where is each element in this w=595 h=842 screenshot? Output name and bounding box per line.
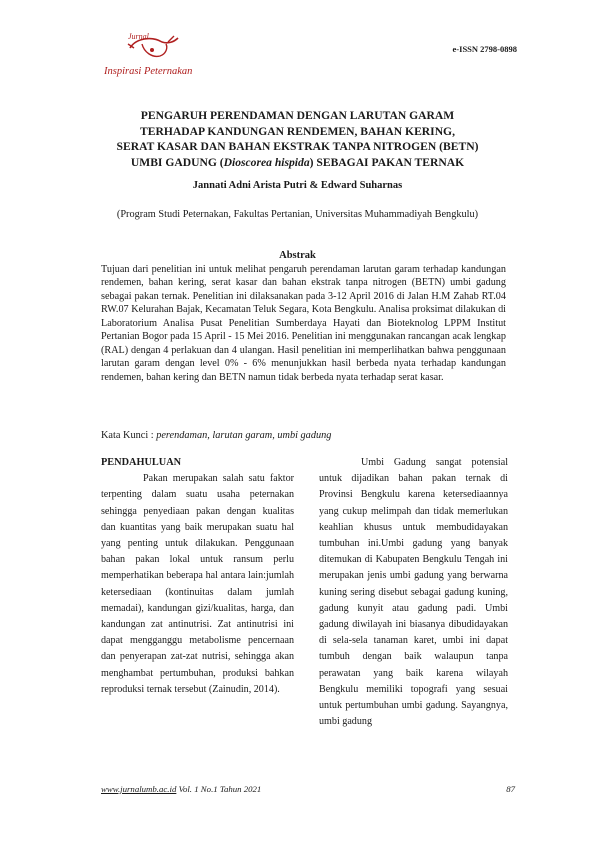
issn-label: e-ISSN 2798-0898 xyxy=(452,44,517,54)
right-column xyxy=(319,455,508,730)
left-column xyxy=(101,455,294,698)
species-name: Dioscorea hispida xyxy=(223,155,310,169)
article-title xyxy=(90,108,505,170)
keywords xyxy=(101,430,506,441)
author-list: Jannati Adni Arista Putri & Edward Suharnas xyxy=(192,180,403,191)
abstract-heading: Abstrak xyxy=(279,250,316,261)
keywords-value: perendaman, larutan garam, umbi gadung xyxy=(156,430,332,441)
paragraph: Umbi Gadung sangat potensial untuk dijadikan bahan pakan ternak di Provinsi Bengkulu karena ketersediaannya yang cukup melimpah dan tidak memerlukan keahlian khusus untuk membudidayakan tumbuhan ini.Umbi gadung yang banyak ditemukan di Kabupaten Bengkulu Tengah ini merupakan jenis umbi gadung yang berwarna kuning sering disebut sebagai gadung kuning, gadung kunyit atau gadung padi. Umbi gadung diwilayah ini biasanya dibudidayakan di sela-sela tanaman karet, umbi ini dapat tumbuh dengan baik walaupun tanpa perawatan yang baik karena wilayah Bengkulu memiliki topografi yang sesuai untuk pertumbuhan umbi gadung. Sayangnya, umbi gadung xyxy=(319,457,508,728)
keywords-label: Kata Kunci : xyxy=(101,430,157,441)
title-line: UMBI GADUNG (Dioscorea hispida) SEBAGAI PAKAN TERNAK xyxy=(130,155,465,169)
logo-subtitle: Jurnal xyxy=(128,32,149,41)
journal-logo xyxy=(104,26,214,86)
footer xyxy=(101,784,261,794)
abstract-text: Tujuan dari penelitian ini untuk melihat pengaruh perendaman larutan garam terhadap kandungan rendemen, bahan kering, serat kasar dan bahan ekstrak tanpa nitrogen (BETN) umbi gadung sebagai pakan ternak. Penelitian ini dilaksanakan pada 3-12 April 2016 di Jalan H.M Zahab RT.04 RW.07 Kelurahan Bajak, Kecamatan Teluk Segara, Kota Bengkulu. Analisa proksimat dilakukan di Laboratorium Analisa Pusat Penelitian Sumberdaya Hayati dan Bioteknolog LPPM Institut Pertanian Bogor pada 15 April - 15 Mei 2016. Penelitian ini menggunakan rancangan acak lengkap (RAL) dengan 4 perlakuan dan 4 ulangan. Hasil penelitian ini memperlihatkan bahwa penggunaan larutan garam dengan level 0% - 6% menunjukkan hasil berbeda nyata terhadap kandungan rendemen, bahan kering dan BETN namun tidak berbeda nyata terhadap serat kasar. xyxy=(101,264,506,383)
volume-info: Vol. 1 No.1 Tahun 2021 xyxy=(178,784,262,794)
journal-link[interactable]: www.jurnalumb.ac.id xyxy=(101,784,177,794)
logo-title: Inspirasi Peternakan xyxy=(104,66,193,77)
affiliation: (Program Studi Peternakan, Fakultas Pertanian, Universitas Muhammadiyah Bengkulu) xyxy=(116,209,479,220)
title-line: PENGARUH PERENDAMAN DENGAN LARUTAN GARAM xyxy=(140,109,455,122)
page-number: 87 xyxy=(506,784,515,794)
title-line: TERHADAP KANDUNGAN RENDEMEN, BAHAN KERING, xyxy=(140,124,455,138)
title-line: SERAT KASAR DAN BAHAN EKSTRAK TANPA NITROGEN (BETN) xyxy=(116,140,479,153)
section-heading: PENDAHULUAN xyxy=(101,457,182,468)
paragraph: Pakan merupakan salah satu faktor terpenting dalam suatu usaha peternakan sehingga penyediaan pakan dengan kualitas dan kuantitas yang baik merupakan suatu hal yang penting untuk dilakukan. Penggunaan bahan pakan lokal untuk ransum perlu memperhatikan beberapa hal antara lain:jumlah ketersediaan (kontinuitas dalam jumlah memadai), kandungan gizi/kualitas, harga, dan kandungan zat antinutrisi. Zat antinutrisi ini dapat mengganggu metabolisme pencernaan dan penyerapan zat-zat nutrisi, sehingga akan menghambat pertumbuhan, produksi bahkan reproduksi ternak tersebut (Zainudin, 2014). xyxy=(101,473,294,695)
